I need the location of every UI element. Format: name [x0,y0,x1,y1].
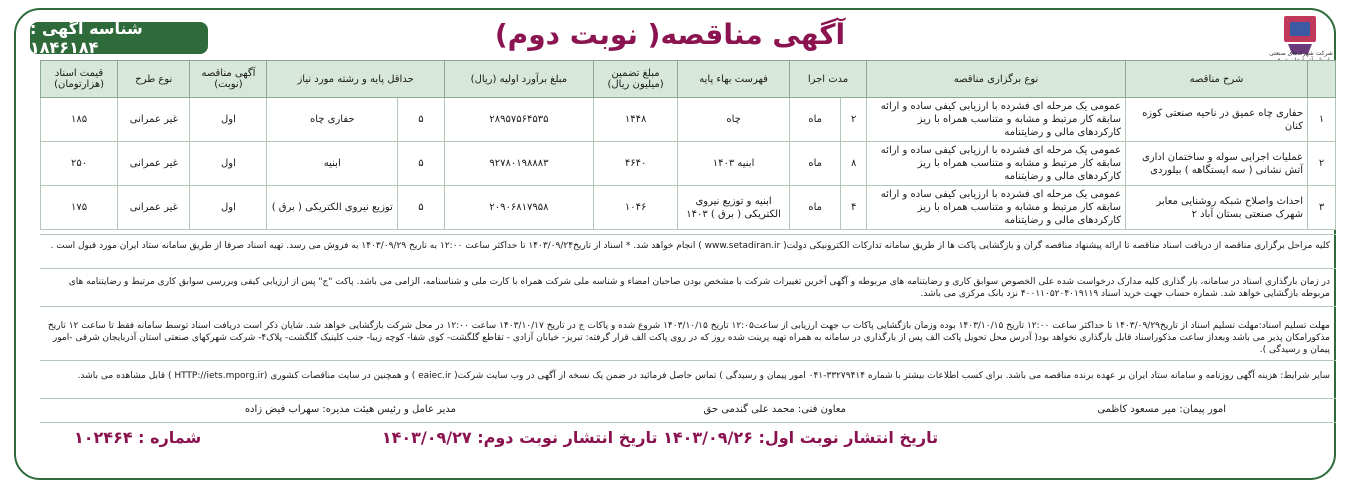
col-turn: آگهی مناقصه (نوبت) [190,61,267,98]
row-price: ۱۷۵ [41,186,118,230]
row-duration-num: ۸ [841,142,867,186]
table-row [41,186,1336,230]
col-type: نوع برگزاری مناقصه [867,61,1126,98]
publish-dates: تاریخ انتشار نوبت اول: ۱۴۰۳/۰۹/۲۶ تاریخ انتشار نوبت دوم: ۱۴۰۳/۰۹/۲۷ [381,428,939,447]
signatures-row [40,401,1336,419]
note-documents: در زمان بارگذاری اسناد در سامانه، بار گذاری کلیه مدارک درخواست شده علی الخصوص سوابق کاری و رضایتنامه های مربوطه و آگهی آخرین تغییرات شرکت با مشخص بودن صاحبان امضاء و شناسه ملی شرکت همراه با کارت ملی و شناسنامه، الزامی می باشد. پاکت "ج" پس از ارزیابی کیفی وبررسی سوابق کاری مرتبط و رضایتنامه های مربوطه بازگشایی خواهد شد. شماره حساب جهت خرید اسناد ۴۰۰۱۱۰۵۲۰۴۰۱۹۱۱۹ نزد بانک مرکزی می باشد. [68,277,1330,299]
col-base: فهرست بهاء پایه [678,61,790,98]
col-price: قیمت اسناد (هزارتومان) [41,61,118,98]
row-estimate: ۲۰۹۰۶۸۱۷۹۵۸ [444,186,593,230]
row-base: ابنیه ۱۴۰۳ [678,142,790,186]
note-setadiran: کلیه مراحل برگزاری مناقصه از دریافت اسناد مناقصه تا ارائه پیشنهاد مناقصه گران و بازگشایی پاکت ها از طریق سامانه تدارکات الکترونیکی دولت( www.setadiran.ir ) انجام خواهد شد. * اسناد از تاریخ۱۴۰۳/۰۹/۲۴ تا حداکثر ساعت ۱۲:۰۰ به تاریخ ۱۴۰۳/۰۹/۲۹ به فروش می رسد. تهیه اسناد صرفا از طریق سامانه ستاد ایران مورد قبول است . [50,241,1330,251]
row-duration-unit: ماه [790,142,841,186]
row-type: عمومی یک مرحله ای فشرده با ارزیابی کیفی ساده و ارائه سابقه کار مرتبط و مشابه و متناسب همراه با ریز کارکردهای مالی و رضایتنامه [867,98,1126,142]
row-grade: ۵ [398,186,445,230]
row-duration-num: ۴ [841,186,867,230]
row-price: ۱۸۵ [41,98,118,142]
ad-id-badge: شناسه آگهی : ۱۸۴۶۱۸۴ [30,22,208,54]
tender-table [40,60,1336,230]
divider [40,268,1336,269]
row-field: توزیع نیروی الکتریکی ( برق ) [267,186,398,230]
row-plan: غیر عمرانی [118,186,190,230]
row-desc: احداث واصلاح شبکه روشنایی معابر شهرک صنعتی بستان آباد ۲ [1126,186,1308,230]
row-index: ۳ [1308,186,1336,230]
row-turn: اول [190,98,267,142]
col-index [1308,61,1336,98]
row-plan: غیر عمرانی [118,98,190,142]
col-estimate: مبلغ برآورد اولیه (ریال) [444,61,593,98]
row-base: چاه [678,98,790,142]
row-guarantee: ۴۶۴۰ [594,142,678,186]
row-turn: اول [190,142,267,186]
col-guarantee: مبلغ تضمین (میلیون ریال) [594,61,678,98]
row-estimate: ۹۲۷۸۰۱۹۸۸۸۳ [444,142,593,186]
ceo-signatory: مدیر عامل و رئیس هیئت مدیره: سهراب فیض زاده [244,404,456,415]
row-base: ابنیه و توزیع نیروی الکتریکی ( برق ) ۱۴۰۳ [678,186,790,230]
divider [40,234,1336,235]
row-index: ۱ [1308,98,1336,142]
logo-caption: شرکت شهرک‌های صنعتی [1269,50,1333,57]
ad-number: شماره : ۱۰۲۴۶۴ [74,428,202,447]
divider [40,422,1336,423]
row-duration-unit: ماه [790,98,841,142]
row-guarantee: ۱۴۴۸ [594,98,678,142]
note-other-conditions: سایر شرایط: هزینه آگهی روزنامه و سامانه ستاد ایران بر عهده برنده مناقصه می باشد. برای کسب اطلاعات بیشتر با شماره ۳۳۲۷۹۴۱۴-۰۴۱ امور پیمان و رسیدگی ) تماس حاصل فرمائید در ضمن یک نسخه از آگهی در وب سایت شرکت( eaiec.ir ) و همچنین در سایت مناقصات کشوری (HTTP://iets.mporg.ir ) قابل مشاهده می باشد. [77,371,1330,381]
col-duration: مدت اجرا [790,61,867,98]
table-row [41,98,1336,142]
divider [40,306,1336,307]
row-estimate: ۲۸۹۵۷۵۶۴۵۳۵ [444,98,593,142]
row-desc: حفاری چاه عمیق در ناحیه صنعتی کوزه کنان [1126,98,1308,142]
divider [40,398,1336,399]
row-index: ۲ [1308,142,1336,186]
row-type: عمومی یک مرحله ای فشرده با ارزیابی کیفی ساده و ارائه سابقه کار مرتبط و مشابه و متناسب همراه با ریز کارکردهای مالی و رضایتنامه [867,142,1126,186]
row-field: ابنیه [267,142,398,186]
row-type: عمومی یک مرحله ای فشرده با ارزیابی کیفی ساده و ارائه سابقه کار مرتبط و مشابه و متناسب همراه با ریز کارکردهای مالی و رضایتنامه [867,186,1126,230]
technical-signatory: معاون فنی: محمد علی گندمی حق [703,404,846,415]
row-duration-num: ۲ [841,98,867,142]
col-plan: نوع طرح [118,61,190,98]
row-turn: اول [190,186,267,230]
row-plan: غیر عمرانی [118,142,190,186]
row-grade: ۵ [398,142,445,186]
row-duration-unit: ماه [790,186,841,230]
contract-signatory: امور پیمان: میر مسعود کاظمی [1097,404,1226,415]
divider [40,360,1336,361]
row-guarantee: ۱۰۴۶ [594,186,678,230]
note-deadline: مهلت تسلیم اسناد:مهلت تسلیم اسناد از تاریخ۱۴۰۳/۰۹/۲۹ تا حداکثر ساعت ۱۲:۰۰ تاریخ ۱۴۰۳/۱۰/۱۵ بوده وزمان بازگشایی پاکات ب جهت ارزیابی از ساعت۱۲:۰۵ تاریخ ۱۴۰۳/۱۰/۱۵ شروع شده و پاکات ج در تاریخ ۱۴۰۳/۱۰/۱۷ ساعت ۱۲:۰۰ در محل شرکت بازگشایی خواهد شد. شایان ذکر است دریافت اسناد توسط سامانه فقط تا ساعت ۱۲ تاریخ مذکورامکان پذیر می باشد وبعداز ساعت مذکوراسناد قابل بارگذاری نخواهد بود( آدرس محل تحویل پاکت الف پس از بارگذاری در سامانه به همراه تهیه پرینت شده روز که در روی پاکت الف قرار گرفته: تبریز- خیابان آزادی - تقاطع گلگشت- کوی شفا- کوچه زیبا- جنب کلینیک گلگشت- پلاک۴- شرکت شهرکهای صنعتی استان آذربایجان شرقی -امور پیمان و رسیدگی ). [47,321,1330,355]
table-row [41,142,1336,186]
row-price: ۲۵۰ [41,142,118,186]
page-title: آگهی مناقصه( نوبت دوم) [494,18,846,51]
col-grade: حداقل پایه و رشته مورد نیاز [267,61,444,98]
row-field: حفاری چاه [267,98,398,142]
row-grade: ۵ [398,98,445,142]
col-desc: شرح مناقصه [1126,61,1308,98]
row-desc: عملیات اجرایی سوله و ساختمان اداری آتش نشانی ( سه ایستگاهه ) بیلوردی [1126,142,1308,186]
